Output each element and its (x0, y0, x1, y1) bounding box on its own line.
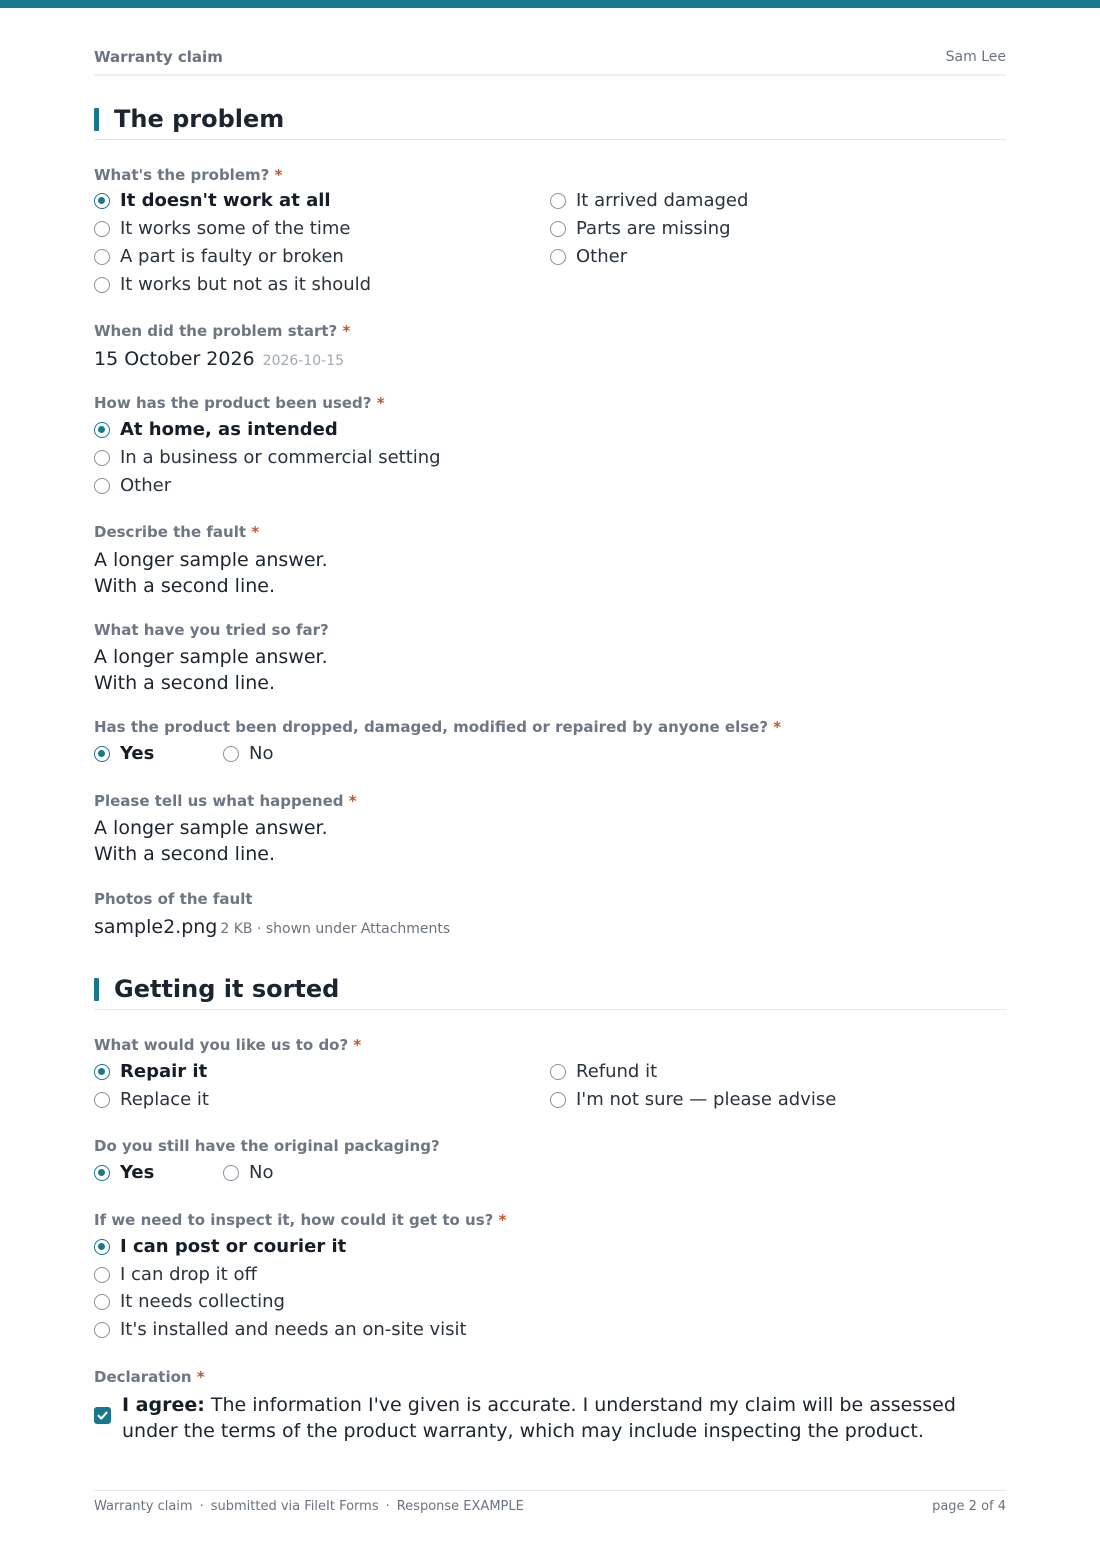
checkbox-checked-icon[interactable] (94, 1407, 111, 1424)
footer-info: Warranty claim · submitted via FileIt Forms · Response EXAMPLE (94, 1499, 524, 1514)
question-label: What's the problem? * (94, 166, 283, 184)
radio-empty-icon (94, 1092, 110, 1108)
page-number: page 2 of 4 (932, 1499, 1006, 1514)
radio-selected-icon (94, 193, 110, 209)
radio-empty-icon (550, 249, 566, 265)
text-answer-line: With a second line. (94, 575, 275, 597)
question-label: What have you tried so far? (94, 621, 329, 639)
radio-empty-icon (94, 478, 110, 494)
radio-empty-icon (550, 193, 566, 209)
section-title: The problem (114, 105, 285, 133)
page-header (94, 48, 1006, 76)
question-label: When did the problem start? * (94, 322, 351, 340)
radio-selected-icon (94, 746, 110, 762)
radio-empty-icon (550, 1092, 566, 1108)
radio-empty-icon (550, 221, 566, 237)
respondent-name: Sam Lee (945, 49, 1006, 65)
question-label: Do you still have the original packaging? (94, 1137, 440, 1155)
declaration-agree: I agree: (122, 1394, 205, 1416)
top-accent-bar (0, 0, 1100, 8)
radio-selected-icon (94, 1239, 110, 1255)
section-getting-it-sorted (94, 972, 1006, 1010)
page-footer (94, 1490, 1006, 1520)
date-answer: 15 October 2026 2026-10-15 (94, 348, 345, 370)
question-label: Photos of the fault (94, 890, 253, 908)
section-accent (94, 108, 99, 131)
question-label: Declaration * (94, 1368, 205, 1386)
form-title: Warranty claim (94, 48, 223, 66)
radio-selected-icon (94, 1064, 110, 1080)
file-name[interactable]: sample2.png (94, 916, 218, 938)
text-answer-line: A longer sample answer. (94, 817, 328, 839)
question-label: What would you like us to do? * (94, 1036, 362, 1054)
file-answer (94, 914, 450, 942)
radio-empty-icon (94, 221, 110, 237)
radio-empty-icon (94, 1322, 110, 1338)
text-answer-line: With a second line. (94, 843, 275, 865)
radio-empty-icon (223, 1165, 239, 1181)
question-label: Has the product been dropped, damaged, modified or repaired by anyone else? * (94, 718, 782, 736)
radio-empty-icon (94, 277, 110, 293)
section-title: Getting it sorted (114, 975, 340, 1003)
radio-empty-icon (94, 450, 110, 466)
question-label: Please tell us what happened * (94, 792, 357, 810)
question-label: How has the product been used? * (94, 394, 385, 412)
radio-empty-icon (550, 1064, 566, 1080)
radio-selected-icon (94, 422, 110, 438)
file-meta: 2 KB · shown under Attachments (220, 921, 451, 937)
radio-selected-icon (94, 1165, 110, 1181)
radio-empty-icon (223, 746, 239, 762)
text-answer-line: With a second line. (94, 672, 275, 694)
radio-empty-icon (94, 1267, 110, 1283)
iso-date: 2026-10-15 (262, 353, 345, 369)
radio-empty-icon (94, 249, 110, 265)
text-answer-line: A longer sample answer. (94, 549, 328, 571)
question-label: Describe the fault * (94, 523, 260, 541)
radio-empty-icon (94, 1294, 110, 1310)
section-accent (94, 978, 99, 1001)
section-the-problem (94, 102, 1006, 140)
text-answer-line: A longer sample answer. (94, 646, 328, 668)
question-label: If we need to inspect it, how could it get to us? * (94, 1211, 507, 1229)
declaration-text: I agree: The information I've given is accurate. I understand my claim will be assessed under the terms of the product warranty, which may include inspecting the product. (122, 1394, 956, 1442)
